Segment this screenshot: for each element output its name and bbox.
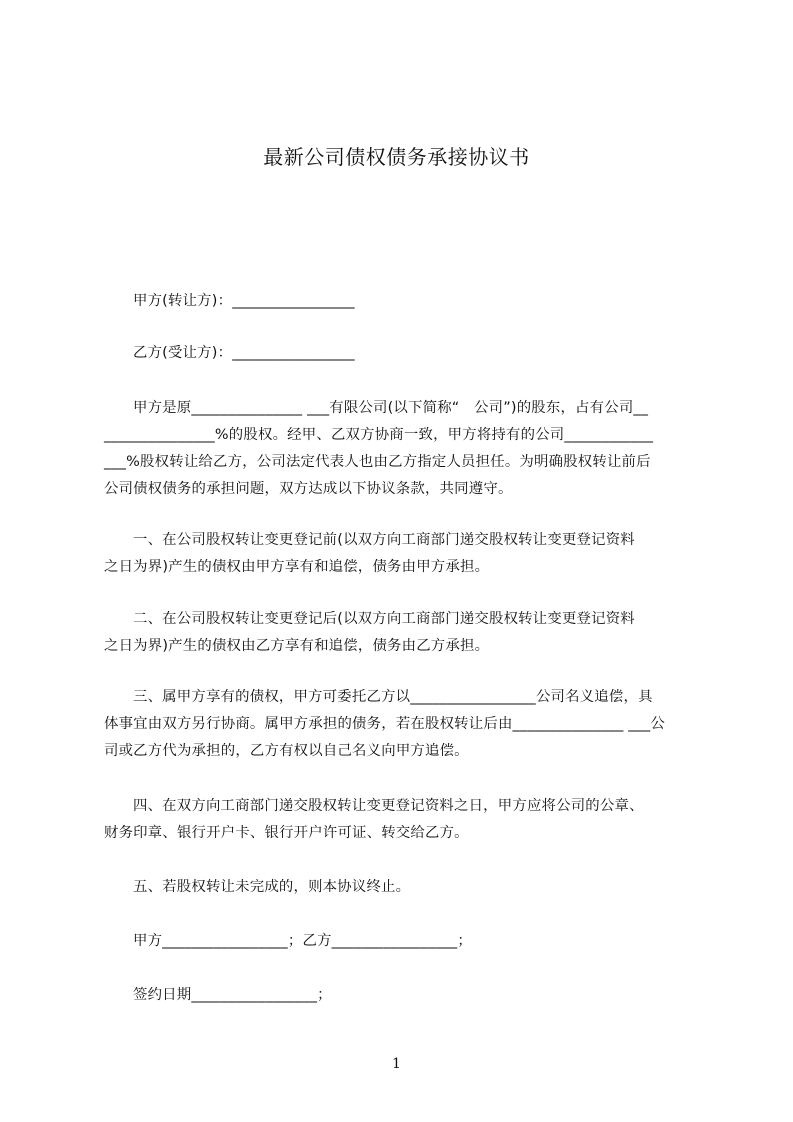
party-a-line (104, 288, 733, 315)
signature-line (104, 928, 733, 955)
clause-line: 三、属甲方享有的债权，甲方可委托乙方以_________________公司名义追偿，具 (133, 689, 653, 705)
clause-line: 之日为界)产生的债权由甲方享有和追偿，债务由甲方承担。 (104, 559, 490, 575)
preamble-paragraph (104, 395, 704, 503)
clause-line: 司或乙方代为承担的，乙方有权以自己名义向甲方追偿。 (104, 743, 469, 759)
preamble-line: _______________%的股权。经甲、乙双方协商一致，甲方将持有的公司____________ (104, 427, 654, 443)
party-b-label: 乙方(受让方)： (133, 345, 233, 361)
preamble-line: ___%股权转让给乙方，公司法定代表人也由乙方指定人员担任。为明确股权转让前后 (104, 454, 651, 470)
signature-parties: 甲方_________________；乙方_________________； (133, 933, 472, 949)
clause-line: 四、在双方向工商部门递交股权转让变更登记资料之日，甲方应将公司的公章、 (133, 798, 644, 814)
clause-line: 财务印章、银行开户卡、银行开户许可证、转交给乙方。 (104, 825, 469, 841)
party-b-blank: _________________ (232, 345, 355, 361)
clause-5 (104, 874, 733, 901)
signing-date: 签约日期_________________； (133, 987, 332, 1003)
clause-4 (104, 793, 704, 847)
signing-date-line (104, 982, 733, 1009)
clause-line: 体事宜由双方另行协商。属甲方承担的债务，若在股权转让后由_______________ ___公 (104, 716, 666, 732)
clause-2 (104, 606, 704, 660)
party-a-blank: _________________ (232, 293, 355, 309)
clause-3 (104, 684, 704, 765)
document-title: 最新公司债权债务承接协议书 (263, 145, 530, 169)
party-a-label: 甲方(转让方)： (133, 293, 233, 309)
clause-line: 之日为界)产生的债权由乙方享有和追偿，债务由乙方承担。 (104, 638, 490, 654)
clause-1 (104, 527, 704, 581)
party-b-line (104, 340, 733, 367)
clause-line: 五、若股权转让未完成的，则本协议终止。 (133, 879, 411, 895)
clause-line: 一、在公司股权转让变更登记前(以双方向工商部门递交股权转让变更登记资料 (133, 532, 635, 548)
preamble-line: 甲方是原_______________ ___有限公司(以下简称“ 公司”)的股东，占有公司__ (133, 400, 649, 416)
preamble-line: 公司债权债务的承担问题，双方达成以下协议条款，共同遵守。 (104, 481, 513, 497)
clause-line: 二、在公司股权转让变更登记后(以双方向工商部门递交股权转让变更登记资料 (133, 611, 635, 627)
page-number: 1 (392, 1056, 401, 1072)
